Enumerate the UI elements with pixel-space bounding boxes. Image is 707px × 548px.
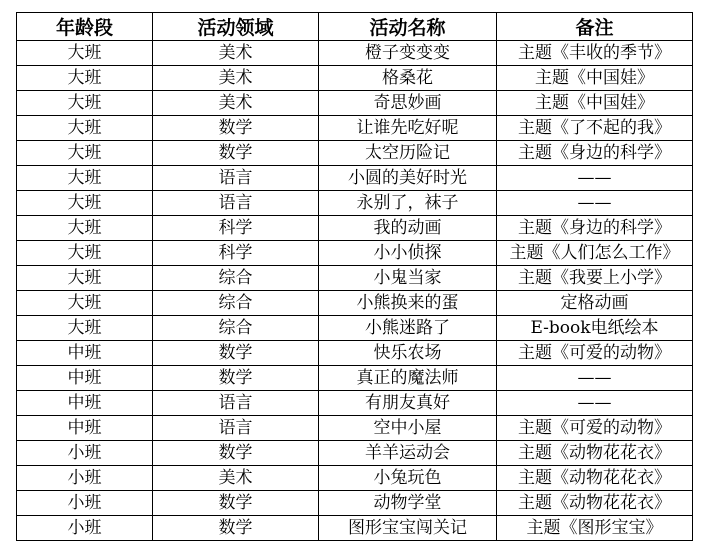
- cell-activity-domain: 语言: [153, 416, 319, 441]
- cell-activity-name: 空中小屋: [319, 416, 497, 441]
- cell-activity-name: 羊羊运动会: [319, 441, 497, 466]
- cell-age-group: 中班: [17, 416, 153, 441]
- cell-remarks: 定格动画: [497, 291, 693, 316]
- table-row: [17, 391, 693, 416]
- cell-age-group: 大班: [17, 141, 153, 166]
- cell-activity-domain: 综合: [153, 266, 319, 291]
- table-row: [17, 291, 693, 316]
- cell-activity-name: 小兔玩色: [319, 466, 497, 491]
- cell-remarks: 主题《图形宝宝》: [497, 516, 693, 541]
- table-row: [17, 191, 693, 216]
- cell-remarks: 主题《了不起的我》: [497, 116, 693, 141]
- table-row: [17, 491, 693, 516]
- cell-remarks: ——: [497, 391, 693, 416]
- cell-age-group: 小班: [17, 491, 153, 516]
- table-body: [17, 41, 693, 541]
- activity-table-container: [16, 12, 692, 541]
- cell-age-group: 大班: [17, 166, 153, 191]
- header-age-group: 年龄段: [17, 13, 153, 41]
- cell-remarks: 主题《动物花花衣》: [497, 441, 693, 466]
- activity-table: [16, 12, 693, 541]
- cell-remarks: 主题《动物花花衣》: [497, 466, 693, 491]
- cell-age-group: 中班: [17, 391, 153, 416]
- cell-activity-name: 小小侦探: [319, 241, 497, 266]
- cell-activity-name: 有朋友真好: [319, 391, 497, 416]
- cell-activity-domain: 数学: [153, 491, 319, 516]
- cell-remarks: 主题《可爱的动物》: [497, 341, 693, 366]
- table-row: [17, 466, 693, 491]
- cell-age-group: 中班: [17, 366, 153, 391]
- cell-activity-name: 让谁先吃好呢: [319, 116, 497, 141]
- table-row: [17, 441, 693, 466]
- cell-activity-name: 图形宝宝闯关记: [319, 516, 497, 541]
- cell-activity-name: 永别了，袜子: [319, 191, 497, 216]
- cell-remarks: 主题《动物花花衣》: [497, 491, 693, 516]
- cell-activity-name: 小熊换来的蛋: [319, 291, 497, 316]
- cell-age-group: 小班: [17, 441, 153, 466]
- cell-age-group: 大班: [17, 116, 153, 141]
- cell-activity-name: 小圆的美好时光: [319, 166, 497, 191]
- table-row: [17, 416, 693, 441]
- cell-activity-domain: 美术: [153, 66, 319, 91]
- header-activity-name: 活动名称: [319, 13, 497, 41]
- cell-activity-domain: 美术: [153, 41, 319, 66]
- cell-activity-name: 小熊迷路了: [319, 316, 497, 341]
- cell-activity-name: 格桑花: [319, 66, 497, 91]
- cell-activity-domain: 数学: [153, 341, 319, 366]
- cell-activity-name: 真正的魔法师: [319, 366, 497, 391]
- cell-activity-name: 太空历险记: [319, 141, 497, 166]
- cell-activity-domain: 科学: [153, 241, 319, 266]
- cell-activity-domain: 科学: [153, 216, 319, 241]
- table-row: [17, 266, 693, 291]
- cell-age-group: 大班: [17, 91, 153, 116]
- cell-age-group: 大班: [17, 291, 153, 316]
- cell-activity-domain: 数学: [153, 441, 319, 466]
- cell-activity-domain: 数学: [153, 516, 319, 541]
- cell-activity-domain: 美术: [153, 466, 319, 491]
- cell-activity-domain: 数学: [153, 366, 319, 391]
- cell-activity-name: 橙子变变变: [319, 41, 497, 66]
- cell-remarks: 主题《我要上小学》: [497, 266, 693, 291]
- cell-activity-name: 快乐农场: [319, 341, 497, 366]
- cell-remarks: 主题《人们怎么工作》: [497, 241, 693, 266]
- cell-remarks: 主题《可爱的动物》: [497, 416, 693, 441]
- cell-age-group: 大班: [17, 216, 153, 241]
- cell-age-group: 小班: [17, 466, 153, 491]
- cell-activity-domain: 美术: [153, 91, 319, 116]
- table-row: [17, 216, 693, 241]
- cell-activity-domain: 语言: [153, 166, 319, 191]
- cell-age-group: 大班: [17, 66, 153, 91]
- cell-age-group: 大班: [17, 41, 153, 66]
- header-activity-domain: 活动领域: [153, 13, 319, 41]
- table-row: [17, 116, 693, 141]
- cell-activity-domain: 语言: [153, 191, 319, 216]
- cell-remarks: 主题《身边的科学》: [497, 141, 693, 166]
- cell-activity-name: 奇思妙画: [319, 91, 497, 116]
- cell-activity-domain: 综合: [153, 316, 319, 341]
- header-remarks: 备注: [497, 13, 693, 41]
- header-row: [17, 13, 693, 41]
- cell-activity-domain: 综合: [153, 291, 319, 316]
- table-row: [17, 66, 693, 91]
- cell-age-group: 大班: [17, 316, 153, 341]
- cell-remarks: 主题《中国娃》: [497, 66, 693, 91]
- cell-age-group: 小班: [17, 516, 153, 541]
- cell-remarks: E-book电纸绘本: [497, 316, 693, 341]
- cell-activity-domain: 数学: [153, 116, 319, 141]
- cell-activity-domain: 语言: [153, 391, 319, 416]
- table-row: [17, 241, 693, 266]
- cell-age-group: 大班: [17, 266, 153, 291]
- table-row: [17, 341, 693, 366]
- cell-age-group: 大班: [17, 191, 153, 216]
- table-header: [17, 13, 693, 41]
- cell-remarks: 主题《丰收的季节》: [497, 41, 693, 66]
- cell-remarks: 主题《身边的科学》: [497, 216, 693, 241]
- table-row: [17, 141, 693, 166]
- cell-activity-name: 动物学堂: [319, 491, 497, 516]
- cell-remarks: 主题《中国娃》: [497, 91, 693, 116]
- cell-remarks: ——: [497, 366, 693, 391]
- table-row: [17, 316, 693, 341]
- cell-age-group: 大班: [17, 241, 153, 266]
- cell-activity-name: 小鬼当家: [319, 266, 497, 291]
- table-row: [17, 166, 693, 191]
- cell-remarks: ——: [497, 166, 693, 191]
- table-row: [17, 91, 693, 116]
- table-row: [17, 366, 693, 391]
- table-row: [17, 41, 693, 66]
- cell-activity-name: 我的动画: [319, 216, 497, 241]
- cell-age-group: 中班: [17, 341, 153, 366]
- cell-remarks: ——: [497, 191, 693, 216]
- table-row: [17, 516, 693, 541]
- cell-activity-domain: 数学: [153, 141, 319, 166]
